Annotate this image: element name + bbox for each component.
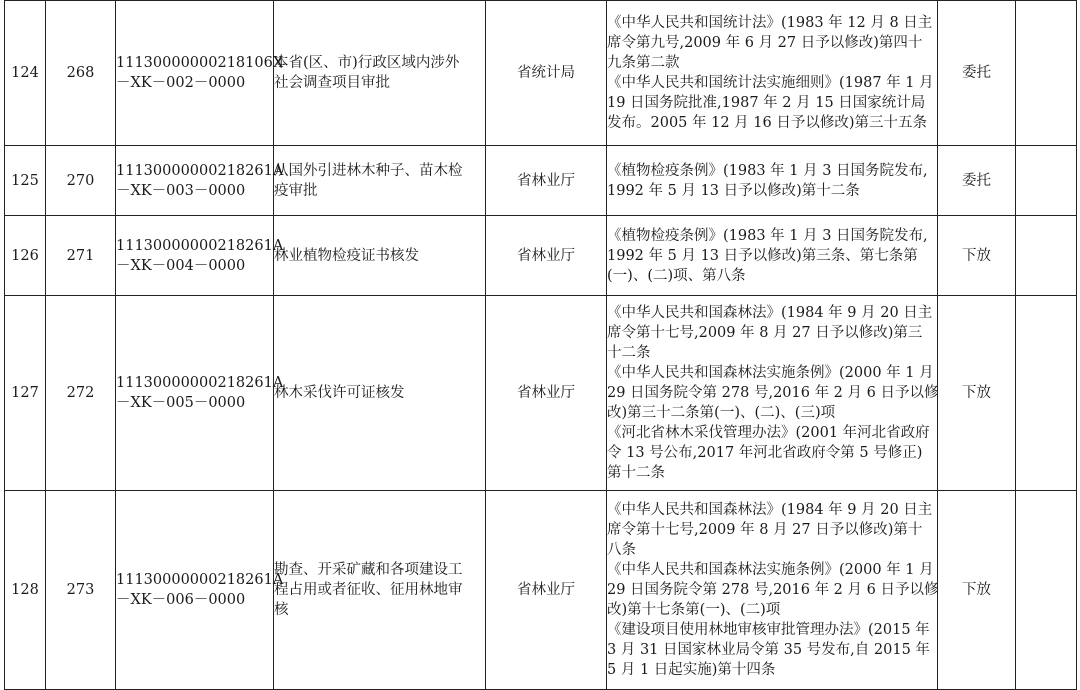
cell-item-name (274, 491, 486, 690)
cell-item-name-line: 程占用或者征收、征用林地审 (274, 582, 463, 598)
cell-item-number: 273 (46, 491, 116, 690)
cell-item-code-line: 11130000000218261A (116, 572, 284, 588)
cell-legal-basis-line: 19 日国务院批准,1987 年 2 月 15 日国家统计局 (607, 95, 926, 111)
cell-legal-basis-line: 3 月 31 日国家林业局令第 35 号发布,自 2015 年 (607, 642, 930, 658)
cell-legal-basis-line: 改)第十七条第(一)、(二)项 (607, 602, 781, 618)
cell-item-code (116, 216, 284, 296)
cell-legal-basis-line: 29 日国务院令第 278 号,2016 年 2 月 6 日予以修 (607, 582, 939, 598)
cell-legal-basis-line: (一)、(二)项、第八条 (607, 267, 746, 284)
cell-legal-basis (607, 1, 938, 146)
cell-legal-basis-line: 十二条 (607, 345, 651, 361)
cell-department: 省统计局 (486, 1, 607, 146)
table-row (5, 296, 1077, 491)
cell-item-code (116, 146, 284, 216)
cell-legal-basis-line: 席令第九号,2009 年 6 月 27 日予以修改)第四十 (607, 35, 923, 51)
cell-item-code-line: 11130000000218261A (116, 237, 284, 254)
cell-item-code (116, 1, 284, 146)
cell-item-code-line: 11130000000218261A (116, 375, 284, 391)
cell-department: 省林业厅 (486, 216, 607, 296)
cell-handling-mode: 委托 (938, 146, 1016, 216)
cell-item-code (116, 491, 284, 690)
cell-legal-basis-line: 八条 (607, 542, 636, 558)
cell-sequence: 124 (5, 1, 46, 146)
cell-legal-basis-line: 《植物检疫条例》(1983 年 1 月 3 日国务院发布, (607, 162, 928, 179)
cell-legal-basis-line: 九条第二款 (607, 55, 680, 71)
cell-legal-basis-line: 《中华人民共和国森林法》(1984 年 9 月 20 日主 (607, 305, 933, 321)
cell-item-code-line: 11130000000218106X (116, 55, 284, 71)
cell-item-name (274, 216, 486, 296)
cell-item-code-line: －XK－004－0000 (116, 257, 246, 274)
table-body (5, 1, 1077, 690)
cell-item-code-line: －XK－005－0000 (116, 395, 246, 411)
cell-legal-basis-line: 席令第十七号,2009 年 8 月 27 日予以修改)第三 (607, 325, 923, 341)
cell-legal-basis-line: 1992 年 5 月 13 日予以修改)第三条、第七条第 (607, 247, 918, 264)
cell-sequence: 128 (5, 491, 46, 690)
cell-legal-basis (607, 216, 938, 296)
cell-remarks (1016, 146, 1077, 216)
cell-remarks (1016, 1, 1077, 146)
cell-handling-mode: 下放 (938, 296, 1016, 491)
cell-legal-basis-line: 席令第十七号,2009 年 8 月 27 日予以修改)第十 (607, 522, 923, 538)
cell-legal-basis-line: 第十二条 (607, 465, 665, 481)
cell-item-name-line: 勘查、开采矿藏和各项建设工 (274, 562, 463, 578)
cell-legal-basis-line: 《中华人民共和国统计法》(1983 年 12 月 8 日主 (607, 15, 933, 31)
cell-item-number: 268 (46, 1, 116, 146)
cell-handling-mode: 委托 (938, 1, 1016, 146)
table-row (5, 491, 1077, 690)
cell-legal-basis (607, 146, 938, 216)
cell-remarks (1016, 296, 1077, 491)
cell-legal-basis-line: 改)第三十二条第(一)、(二)、(三)项 (607, 405, 836, 421)
cell-legal-basis-line: 发布。2005 年 12 月 16 日予以修改)第三十五条 (607, 115, 928, 131)
cell-item-name-line: 本省(区、市)行政区域内涉外 (274, 55, 460, 71)
cell-item-number: 270 (46, 146, 116, 216)
cell-legal-basis-line: 《河北省林木采伐管理办法》(2001 年河北省政府 (607, 425, 930, 441)
table-row (5, 216, 1077, 296)
cell-legal-basis-line: 《中华人民共和国森林法实施条例》(2000 年 1 月 (607, 562, 934, 578)
cell-sequence: 126 (5, 216, 46, 296)
cell-remarks (1016, 216, 1077, 296)
cell-item-name-line: 林业植物检疫证书核发 (274, 247, 419, 264)
cell-item-name-line: 从国外引进林木种子、苗木检 (274, 162, 463, 179)
cell-sequence: 127 (5, 296, 46, 491)
cell-item-name-line: 社会调查项目审批 (274, 75, 390, 91)
cell-legal-basis-line: 5 月 1 日起实施)第十四条 (607, 662, 776, 678)
table-row (5, 1, 1077, 146)
cell-item-code-line: －XK－003－0000 (116, 182, 246, 199)
cell-item-code-line: 11130000000218261A (116, 162, 284, 179)
cell-remarks (1016, 491, 1077, 690)
table-row (5, 146, 1077, 216)
cell-department: 省林业厅 (486, 146, 607, 216)
cell-department: 省林业厅 (486, 296, 607, 491)
cell-legal-basis-line: 1992 年 5 月 13 日予以修改)第十二条 (607, 182, 860, 199)
cell-legal-basis-line: 令 13 号公布,2017 年河北省政府令第 5 号修正) (607, 445, 923, 461)
cell-item-number: 272 (46, 296, 116, 491)
cell-item-name (274, 296, 486, 491)
cell-legal-basis (607, 296, 938, 491)
cell-item-name-line: 林木采伐许可证核发 (274, 385, 405, 401)
cell-item-name (274, 1, 486, 146)
cell-legal-basis-line: 29 日国务院令第 278 号,2016 年 2 月 6 日予以修 (607, 385, 939, 401)
cell-legal-basis-line: 《植物检疫条例》(1983 年 1 月 3 日国务院发布, (607, 227, 928, 244)
cell-legal-basis-line: 《建设项目使用林地审核审批管理办法》(2015 年 (607, 622, 930, 638)
cell-handling-mode: 下放 (938, 491, 1016, 690)
approval-items-table (4, 0, 1077, 690)
cell-sequence: 125 (5, 146, 46, 216)
cell-handling-mode: 下放 (938, 216, 1016, 296)
cell-item-name (274, 146, 486, 216)
cell-legal-basis-line: 《中华人民共和国森林法实施条例》(2000 年 1 月 (607, 365, 934, 381)
cell-legal-basis-line: 《中华人民共和国森林法》(1984 年 9 月 20 日主 (607, 502, 933, 518)
cell-legal-basis (607, 491, 938, 690)
cell-legal-basis-line: 《中华人民共和国统计法实施细则》(1987 年 1 月 (607, 75, 934, 91)
cell-department: 省林业厅 (486, 491, 607, 690)
cell-item-code-line: －XK－006－0000 (116, 592, 246, 608)
cell-item-code-line: －XK－002－0000 (116, 75, 246, 91)
cell-item-name-line: 疫审批 (274, 182, 318, 199)
cell-item-code (116, 296, 284, 491)
cell-item-name-line: 核 (274, 602, 289, 618)
cell-item-number: 271 (46, 216, 116, 296)
